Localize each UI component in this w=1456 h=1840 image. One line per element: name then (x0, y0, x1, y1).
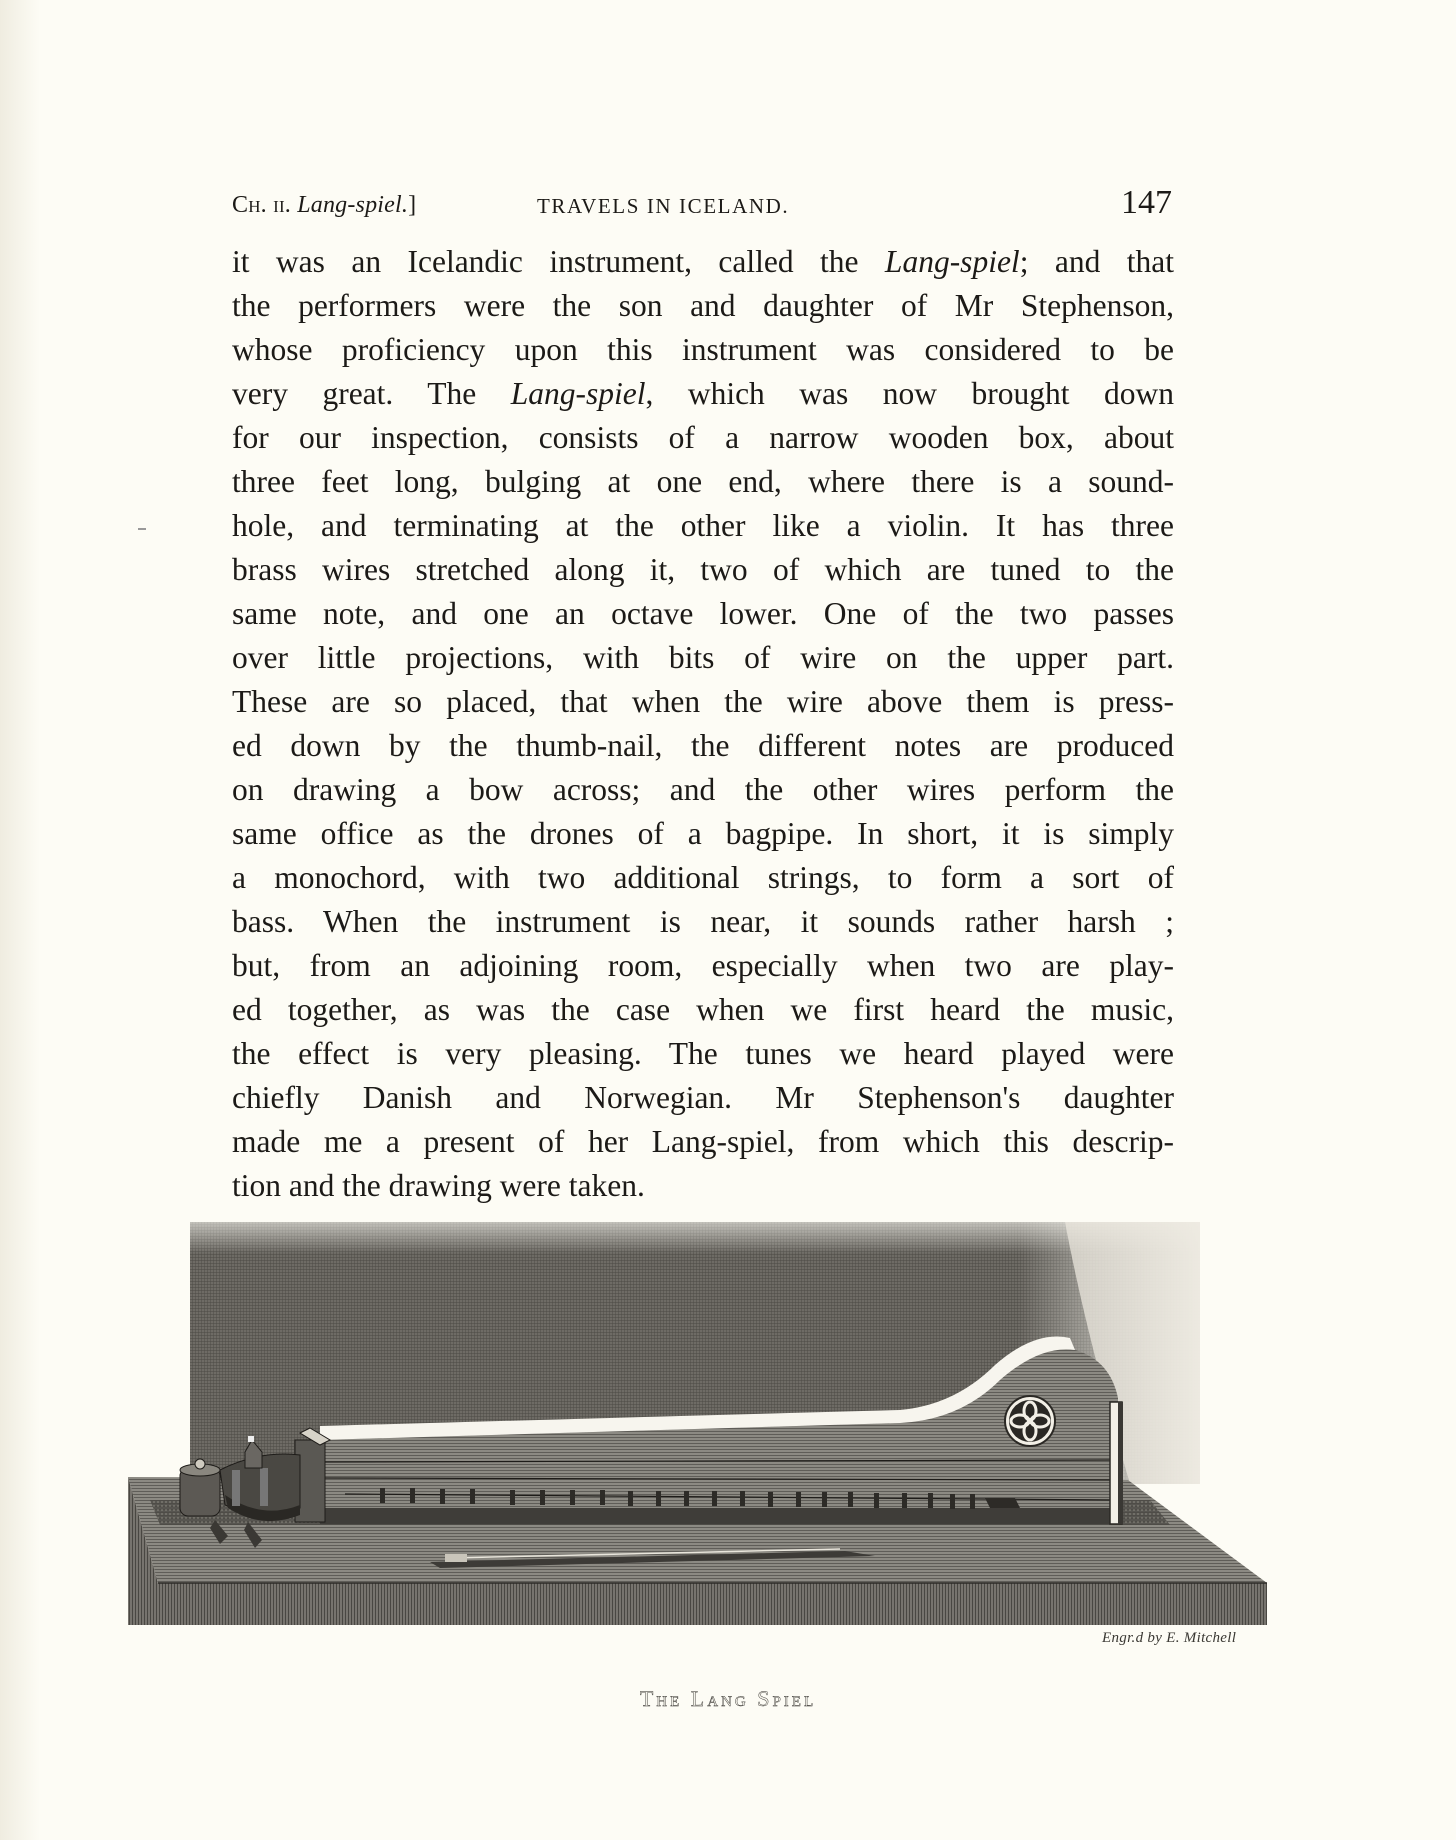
italic-term: Lang-spiel (884, 244, 1020, 279)
text-run: tion and the drawing were taken. (232, 1168, 645, 1203)
page-number: 147 (1121, 184, 1172, 221)
plate-caption: The Lang Spiel (639, 1686, 817, 1711)
text-run: ; and that (1019, 244, 1175, 279)
text-run: on drawing a bow across; and the other wires perform the (232, 772, 1174, 807)
page-gutter-shadow (0, 0, 40, 1840)
text-run: , which was now brought down (645, 376, 1174, 411)
text-run: same note, and one an octave lower. One of the two passes (232, 596, 1174, 631)
text-run: bass. When the instrument is near, it sounds rather harsh ; (232, 904, 1174, 939)
text-run: for our inspection, consists of a narrow wooden box, about (232, 420, 1174, 455)
text-run: but, from an adjoining room, especially when two are play- (232, 948, 1174, 983)
chapter-number: Ch. ii. (232, 192, 292, 218)
text-line (232, 328, 1174, 372)
text-run: it was an Icelandic instrument, called the (232, 244, 885, 279)
text-line (232, 1164, 1174, 1208)
text-run: the effect is very pleasing. The tunes we heard played were (232, 1036, 1174, 1071)
text-line (232, 372, 1174, 416)
text-run: hole, and terminating at the other like a violin. It has three (232, 508, 1174, 543)
text-line (232, 504, 1174, 548)
text-line (232, 944, 1174, 988)
text-line (232, 592, 1174, 636)
italic-term: Lang-spiel (510, 376, 646, 411)
text-line (232, 724, 1174, 768)
text-line (232, 680, 1174, 724)
text-run: three feet long, bulging at one end, where there is a sound- (232, 464, 1174, 499)
text-line (232, 1076, 1174, 1120)
running-head-title: TRAVELS IN ICELAND. (537, 194, 790, 218)
text-line (232, 284, 1174, 328)
soundhole-rosette-icon (1005, 1396, 1055, 1446)
text-line (232, 1120, 1174, 1164)
text-run: chiefly Danish and Norwegian. Mr Stephenson's daughter (232, 1080, 1174, 1115)
text-line (232, 900, 1174, 944)
text-line (232, 548, 1174, 592)
lang-spiel-engraving (125, 1215, 1270, 1630)
text-line (232, 416, 1174, 460)
text-run: same office as the drones of a bagpipe. In short, it is simply (232, 816, 1174, 851)
text-line (232, 988, 1174, 1032)
text-run: over little projections, with bits of wire on the upper part. (232, 640, 1174, 675)
running-head-chapter (232, 192, 416, 219)
text-run: ed together, as was the case when we first heard the music, (232, 992, 1174, 1027)
chapter-topic: Lang-spiel. (297, 192, 409, 218)
text-run: made me a present of her Lang-spiel, from which this descrip- (232, 1124, 1174, 1159)
running-head (232, 184, 1172, 224)
text-line (232, 768, 1174, 812)
text-run: These are so placed, that when the wire above them is press- (232, 684, 1174, 719)
text-line (232, 856, 1174, 900)
text-line (232, 240, 1174, 284)
text-run: a monochord, with two additional strings, to form a sort of (232, 860, 1174, 895)
engraver-credit: Engr.d by E. Mitchell (1102, 1630, 1237, 1646)
stray-ink-mark (138, 528, 146, 530)
text-run: whose proficiency upon this instrument was considered to be (232, 332, 1174, 367)
text-line (232, 812, 1174, 856)
text-run: the performers were the son and daughter of Mr Stephenson, (232, 288, 1174, 323)
text-line (232, 460, 1174, 504)
body-text (232, 240, 1174, 1208)
text-run: very great. The (232, 376, 511, 411)
text-run: brass wires stretched along it, two of which are tuned to the (232, 552, 1174, 587)
text-run: ed down by the thumb-nail, the different notes are produced (232, 728, 1174, 763)
bracket: ] (408, 192, 417, 218)
text-line (232, 636, 1174, 680)
text-line (232, 1032, 1174, 1076)
